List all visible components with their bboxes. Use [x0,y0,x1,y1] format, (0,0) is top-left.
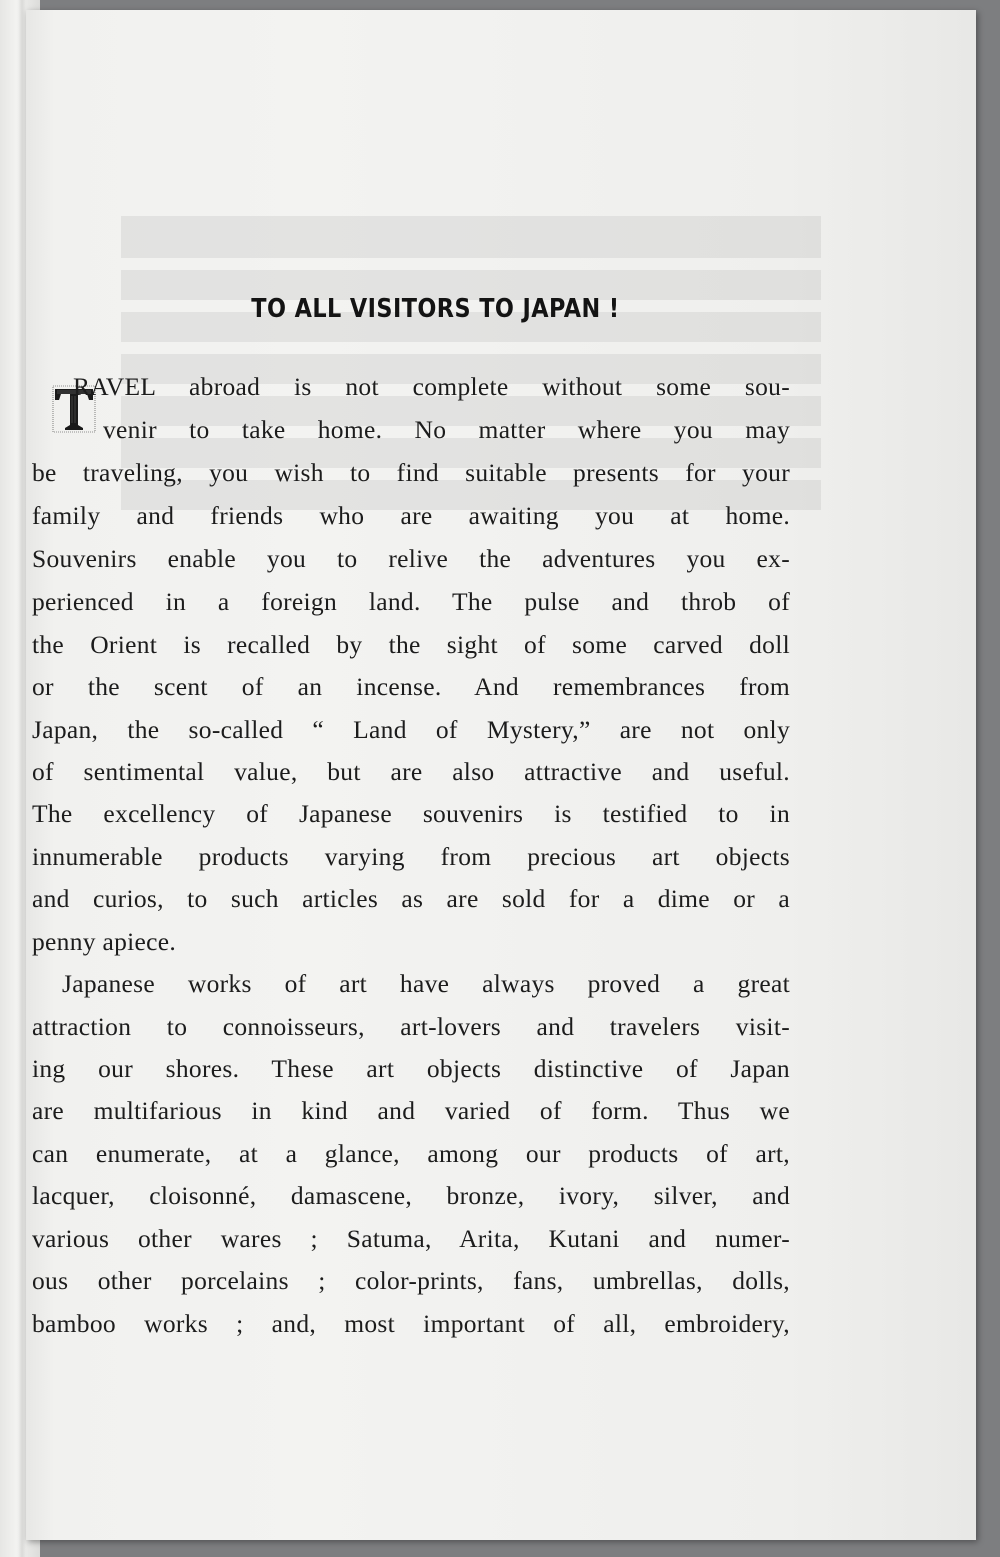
text-line: or the scent of an incense. And remembrances from [32,672,790,701]
text-line: bamboo works ; and, most important of all, embroidery, [32,1309,790,1338]
text-line: family and friends who are awaiting you at home. [32,501,790,530]
text-line: various other wares ; Satuma, Arita, Kutani and numer- [32,1224,790,1253]
text-line: can enumerate, at a glance, among our products of art, [32,1139,790,1168]
text-line: of sentimental value, but are also attractive and useful. [32,757,790,786]
text-line: the Orient is recalled by the sight of some carved doll [32,630,790,659]
text-line: venir to take home. No matter where you may [103,415,790,444]
text-line: The excellency of Japanese souvenirs is testified to in [32,799,790,828]
text-line: Souvenirs enable you to relive the adventures you ex- [32,544,790,573]
book-page [26,10,976,1540]
text-line: perienced in a foreign land. The pulse and throb of [32,587,790,616]
text-line: attraction to connoisseurs, art-lovers and travelers visit- [32,1012,790,1041]
text-line: lacquer, cloisonné, damascene, bronze, ivory, silver, and [32,1181,790,1210]
text-line: RAVEL abroad is not complete without some sou- [73,372,790,401]
text-line: penny apiece. [32,927,177,956]
page-title: TO ALL VISITORS TO JAPAN ! [251,294,620,324]
text-line: ing our shores. These art objects distinctive of Japan [32,1054,790,1083]
text-line: Japanese works of art have always proved a great [62,969,790,998]
text-line: be traveling, you wish to find suitable presents for your [32,458,790,487]
text-line: Japan, the so-called “ Land of Mystery,” are not only [32,715,790,744]
text-line: innumerable products varying from precious art objects [32,842,790,871]
text-line: are multifarious in kind and varied of form. Thus we [32,1096,790,1125]
text-line: and curios, to such articles as are sold for a dime or a [32,884,790,913]
text-line: ous other porcelains ; color-prints, fans, umbrellas, dolls, [32,1266,790,1295]
spine-shadow [18,0,26,1557]
